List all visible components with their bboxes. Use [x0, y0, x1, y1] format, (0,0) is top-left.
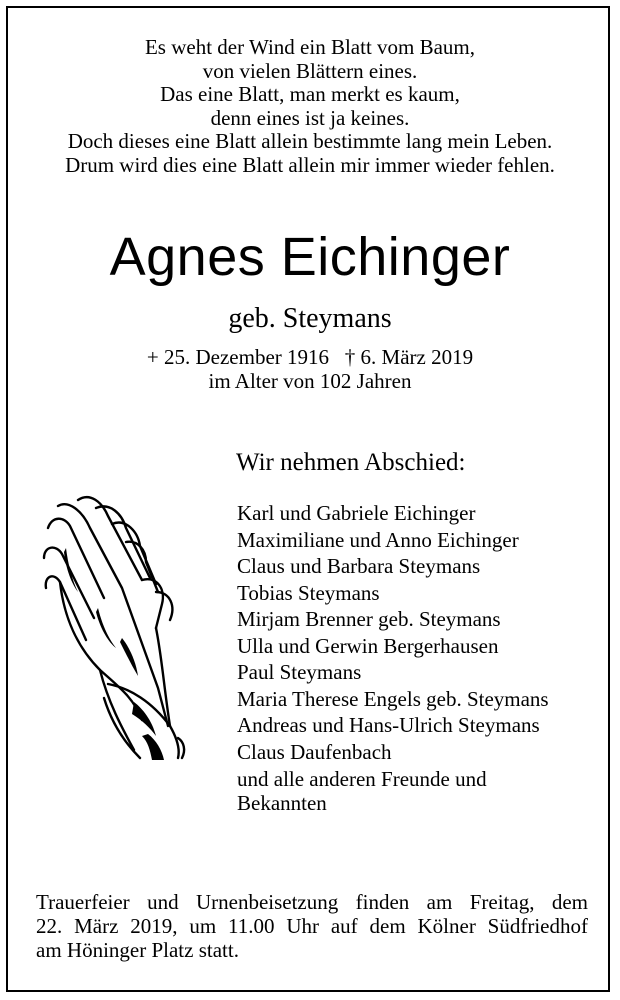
mourner: Andreas und Hans-Ulrich Steymans	[237, 713, 540, 737]
mourner: Claus Daufenbach	[237, 739, 392, 764]
poem-line: Doch dieses eine Blatt allein bestimmte lang mein Leben.	[67, 129, 553, 153]
ceremony-notice	[36, 890, 588, 962]
mourner: Paul Steymans	[237, 660, 362, 684]
poem-line: Drum wird dies eine Blatt allein mir immer wieder fehlen.	[65, 152, 555, 177]
birth-death-dates: + 25. Dezember 1916 † 6. März 2019	[146, 345, 474, 369]
birth-name: geb. Steymans	[228, 303, 392, 334]
mourner: Maximiliane und Anno Eichinger	[237, 527, 519, 552]
ceremony-line: 22. März 2019, um 11.00 Uhr auf dem Kölner Südfriedhof	[36, 914, 588, 938]
ceremony-line: am Höninger Platz statt.	[36, 938, 239, 962]
mourner: Claus und Barbara Steymans	[237, 554, 481, 578]
age-at-death: im Alter von 102 Jahren	[208, 369, 412, 393]
poem-line: denn eines ist ja keines.	[210, 105, 410, 130]
mourner: Karl und Gabriele Eichinger	[237, 501, 476, 525]
mourners-closing: und alle anderen Freunde und Bekannten	[237, 767, 487, 815]
ceremony-line: Trauerfeier und Urnenbeisetzung finden am Freitag, dem	[36, 890, 588, 914]
poem-line: Es weht der Wind ein Blatt vom Baum,	[144, 35, 476, 59]
mourner: Mirjam Brenner geb. Steymans	[237, 607, 501, 631]
poem-line: von vielen Blättern eines.	[202, 58, 418, 83]
deceased-name: Agnes Eichinger	[109, 227, 511, 287]
life-dates	[0, 345, 620, 393]
farewell-heading: Wir nehmen Abschied:	[236, 449, 466, 476]
mourner: Ulla und Gerwin Bergerhausen	[237, 633, 499, 658]
poem-line: Das eine Blatt, man merkt es kaum,	[160, 82, 460, 106]
mourners-list	[237, 500, 607, 815]
mourner: Tobias Steymans	[237, 580, 380, 605]
mourner: Maria Therese Engels geb. Steymans	[237, 686, 549, 711]
poem	[0, 36, 620, 177]
praying-hands-icon	[38, 488, 188, 763]
